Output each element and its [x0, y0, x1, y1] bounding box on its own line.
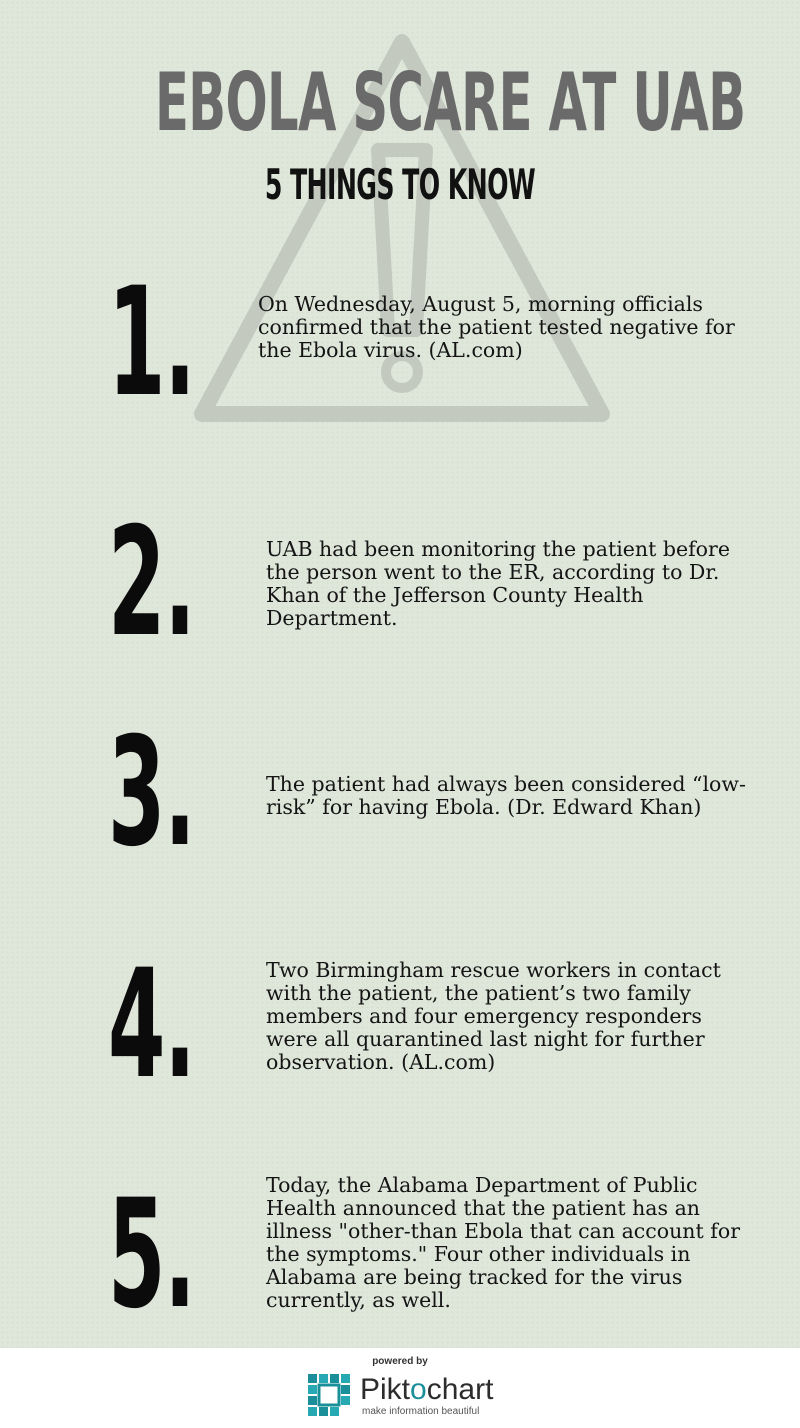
item-number-4: 4. — [108, 938, 195, 1112]
item-number-5: 5. — [108, 1168, 195, 1342]
brand-name: Piktochart — [360, 1373, 494, 1406]
item-text-3: The patient had always been considered “low-risk” for having Ebola. (Dr. Edward Khan) — [266, 772, 746, 819]
piktochart-logo-icon — [308, 1374, 352, 1418]
item-number-1: 1. — [108, 256, 195, 430]
footer — [0, 1348, 800, 1428]
page-title: EBOLA SCARE AT UAB — [155, 56, 746, 149]
powered-by-label: powered by — [372, 1356, 428, 1367]
item-number-2: 2. — [108, 496, 195, 670]
item-text-1: On Wednesday, August 5, morning officials confirmed that the patient tested negative for the Ebola virus. (AL.com) — [258, 292, 735, 362]
item-number-3: 3. — [108, 706, 195, 880]
piktochart-logo[interactable] — [308, 1372, 498, 1422]
brand-tagline: make information beautiful — [362, 1406, 480, 1417]
page-subtitle: 5 THINGS TO KNOW — [264, 160, 536, 209]
item-text-2: UAB had been monitoring the patient before the person went to the ER, according to Dr. Khan of the Jefferson County Health Department. — [266, 537, 730, 630]
item-text-4: Two Birmingham rescue workers in contact with the patient, the patient’s two family members and four emergency responders were all quarantined last night for further observation. (AL.com) — [266, 958, 721, 1074]
item-text-5: Today, the Alabama Department of Public Health announced that the patient has an illness "other-than Ebola that can account for the symptoms." Four other individuals in Alabama are being tracked for the virus currently, as well. — [266, 1173, 740, 1312]
